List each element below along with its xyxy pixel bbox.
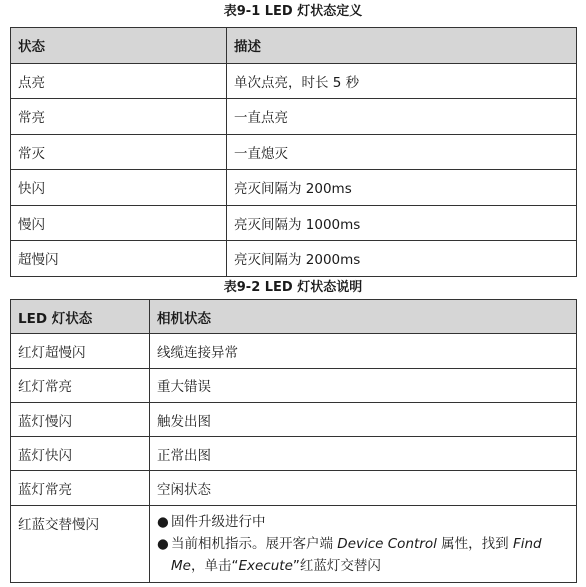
bullet-icon: ● — [157, 513, 169, 530]
led-state-explanation-table — [10, 299, 577, 583]
device-control-term: Device Control — [337, 535, 437, 552]
bullet-text: 固件升级进行中 — [171, 513, 266, 530]
bullet-text: 属性，找到 — [436, 535, 513, 552]
table-row — [11, 402, 577, 436]
cell-led-state: 红蓝交替慢闪 — [11, 505, 150, 582]
bullet-text: ，单击“ — [190, 557, 239, 574]
cell-description: 一直点亮 — [227, 99, 577, 135]
table-row — [11, 134, 577, 170]
bullet-text: ”红蓝灯交替闪 — [292, 557, 381, 574]
table-row — [11, 437, 577, 471]
header-state: 状态 — [11, 28, 227, 64]
execute-term: Execute — [238, 557, 293, 574]
cell-state: 超慢闪 — [11, 241, 227, 277]
cell-camera-state — [150, 505, 577, 582]
cell-camera-state: 空闲状态 — [150, 471, 577, 505]
table-header-row — [11, 28, 577, 64]
table-caption-led-definition: 表9-1 LED 灯状态定义 — [223, 4, 363, 19]
table-row — [11, 170, 577, 206]
table-row — [11, 368, 577, 402]
table-row — [11, 205, 577, 241]
list-item — [157, 511, 570, 533]
cell-description: 单次点亮，时长 5 秒 — [227, 63, 577, 99]
find-me-term: Find Me — [171, 535, 542, 574]
cell-description: 一直熄灭 — [227, 134, 577, 170]
cell-state: 常亮 — [11, 99, 227, 135]
cell-camera-state: 正常出图 — [150, 437, 577, 471]
table-caption-led-explanation: 表9-2 LED 灯状态说明 — [223, 280, 363, 295]
cell-description: 亮灭间隔为 2000ms — [227, 241, 577, 277]
cell-state: 常灭 — [11, 134, 227, 170]
cell-state: 快闪 — [11, 170, 227, 206]
led-state-definition-table — [10, 27, 577, 277]
cell-led-state: 红灯超慢闪 — [11, 334, 150, 368]
camera-state-bullet-list — [157, 506, 576, 582]
cell-description: 亮灭间隔为 1000ms — [227, 205, 577, 241]
table-row — [11, 334, 577, 368]
cell-led-state: 蓝灯快闪 — [11, 437, 150, 471]
cell-led-state: 蓝灯常亮 — [11, 471, 150, 505]
bullet-text: 当前相机指示。展开客户端 — [171, 535, 338, 552]
bullet-icon: ● — [157, 535, 169, 552]
table-row — [11, 505, 577, 582]
cell-camera-state: 重大错误 — [150, 368, 577, 402]
table-header-row — [11, 300, 577, 334]
cell-led-state: 蓝灯慢闪 — [11, 402, 150, 436]
table-row — [11, 99, 577, 135]
cell-description: 亮灭间隔为 200ms — [227, 170, 577, 206]
table-row — [11, 63, 577, 99]
table-row — [11, 471, 577, 505]
header-camera-state: 相机状态 — [150, 300, 577, 334]
cell-camera-state: 触发出图 — [150, 402, 577, 436]
cell-camera-state: 线缆连接异常 — [150, 334, 577, 368]
cell-state: 慢闪 — [11, 205, 227, 241]
cell-led-state: 红灯常亮 — [11, 368, 150, 402]
header-description: 描述 — [227, 28, 577, 64]
cell-state: 点亮 — [11, 63, 227, 99]
table-row — [11, 241, 577, 277]
list-item — [157, 533, 570, 577]
header-led-state: LED 灯状态 — [11, 300, 150, 334]
